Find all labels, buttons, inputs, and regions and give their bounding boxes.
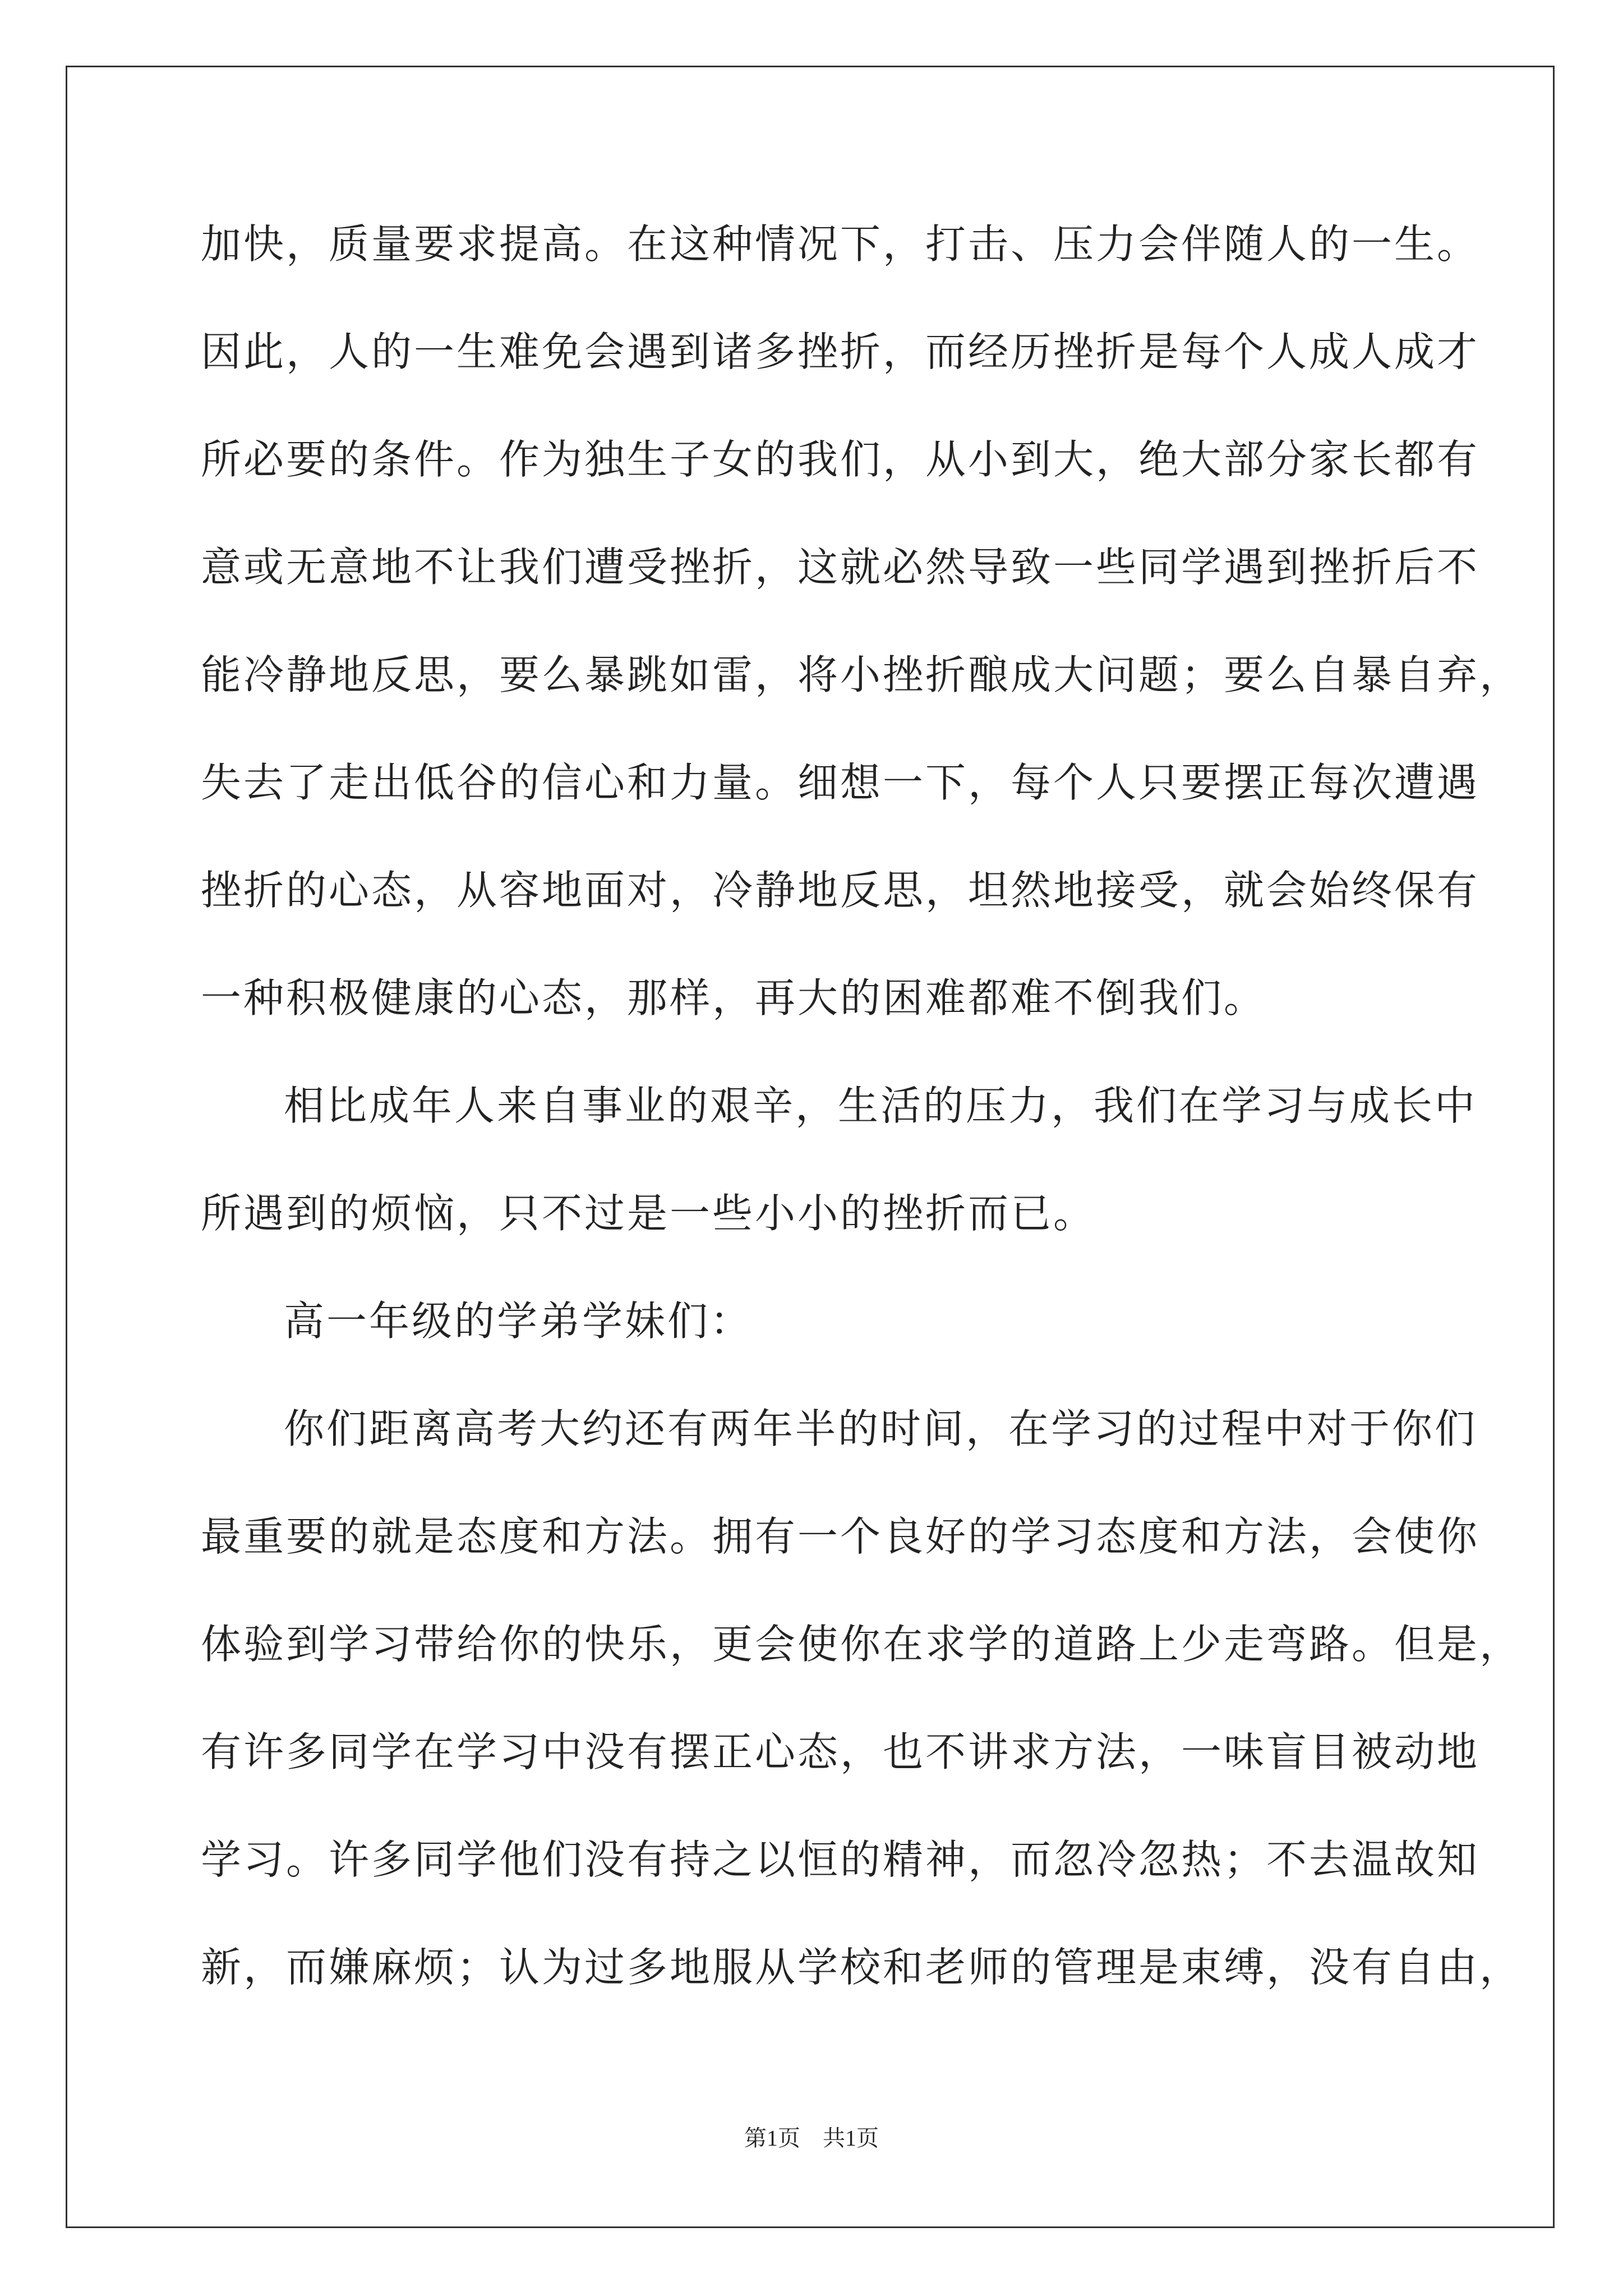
text-line: 能冷静地反思，要么暴跳如雷，将小挫折酿成大问题；要么自暴自弃， — [201, 651, 1523, 698]
salutation-line: 高一年级的学弟学妹们： — [284, 1297, 753, 1345]
text-line: 最重要的就是态度和方法。拥有一个良好的学习态度和方法，会使你 — [201, 1513, 1480, 1560]
text-line: 学习。许多同学他们没有持之以恒的精神，而忽冷忽热；不去温故知 — [201, 1836, 1480, 1883]
text-line: 一种积极健康的心态，那样，再大的困难都难不倒我们。 — [201, 974, 1267, 1022]
page-total: 共1页 — [823, 2125, 879, 2151]
text-line: 体验到学习带给你的快乐，更会使你在求学的道路上少走弯路。但是， — [201, 1621, 1523, 1668]
page-footer — [0, 2120, 1623, 2152]
paragraph-start-line: 你们距离高考大约还有两年半的时间，在学习的过程中对于你们 — [284, 1405, 1478, 1452]
text-line: 挫折的心态，从容地面对，冷静地反思，坦然地接受，就会始终保有 — [201, 867, 1480, 914]
text-line: 新，而嫌麻烦；认为过多地服从学校和老师的管理是束缚，没有自由， — [201, 1944, 1523, 1991]
page-number: 第1页 — [744, 2125, 800, 2151]
text-line: 加快，质量要求提高。在这种情况下，打击、压力会伴随人的一生。 — [201, 220, 1480, 268]
text-line: 有许多同学在学习中没有摆正心态，也不讲求方法，一味盲目被动地 — [201, 1728, 1480, 1775]
text-line: 所遇到的烦恼，只不过是一些小小的挫折而已。 — [201, 1190, 1096, 1237]
paragraph-start-line: 相比成年人来自事业的艰辛，生活的压力，我们在学习与成长中 — [284, 1082, 1478, 1129]
text-line: 失去了走出低谷的信心和力量。细想一下，每个人只要摆正每次遭遇 — [201, 759, 1480, 806]
text-line: 因此，人的一生难免会遇到诸多挫折，而经历挫折是每个人成人成才 — [201, 328, 1480, 375]
text-line: 意或无意地不让我们遭受挫折，这就必然导致一些同学遇到挫折后不 — [201, 544, 1480, 591]
text-line: 所必要的条件。作为独生子女的我们，从小到大，绝大部分家长都有 — [201, 436, 1480, 483]
page-border — [66, 66, 1555, 2228]
